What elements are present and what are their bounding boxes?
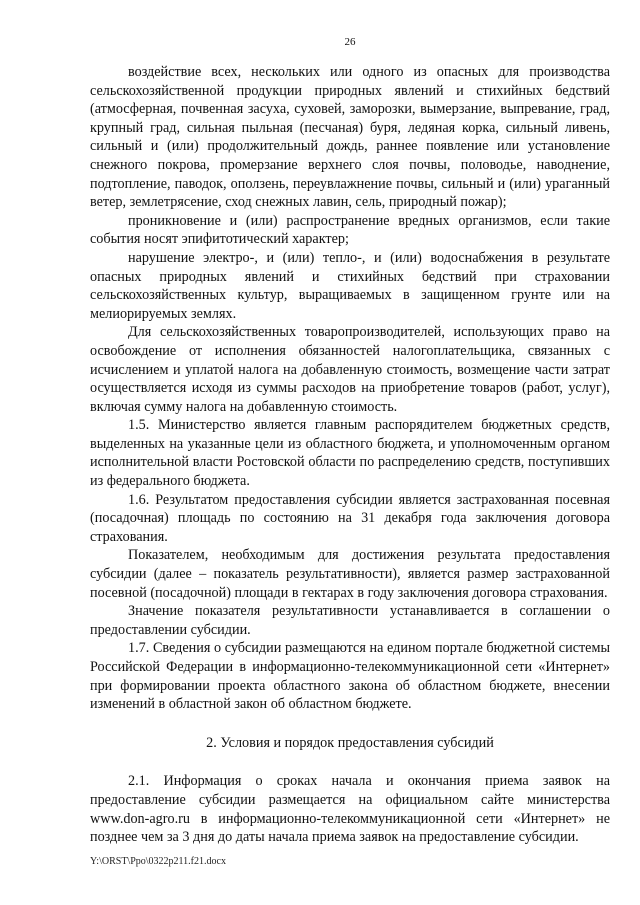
paragraph-1-6: 1.6. Результатом предоставления субсидии является застрахованная посевная (посадочная) площадь по состоянию на 31 декабря года заключения договора страхования.: [90, 491, 610, 545]
document-page: [90, 36, 610, 847]
page-number: 26: [344, 36, 356, 48]
paragraph-hazards: воздействие всех, нескольких или одного из опасных для производства сельскохозяйственной продукции природных явлений и стихийных бедствий (атмосферная, почвенная засуха, суховей, заморозки, вымерзание, выпревание, град, крупный град, сильная пыльная (песчаная) буря, ледяная корка, сильный ливень, сильный и (или) продолжительный дождь, раннее появление или установление снежного покрова, промерзание верхнего слоя почвы, половодье, наводнение, подтопление, паводок, оползень, переувлажнение почвы, сильный и (или) ураганный ветер, землетрясение, сход снежных лавин, сель, природный пожар);: [90, 64, 610, 211]
paragraph-indicator-value: Значение показателя результативности устанавливается в соглашении о предоставлении субсидии.: [90, 603, 610, 638]
paragraph-pests: проникновение и (или) распространение вредных организмов, если такие события носят эпифитотический характер;: [90, 212, 610, 248]
section-title: 2. Условия и порядок предоставления субсидий: [206, 734, 494, 751]
paragraph-indicator: Показателем, необходимым для достижения результата предоставления субсидии (далее – показатель результативности), является размер застрахованной посевной (посадочной) площади в гектарах в году заключения договора страхования.: [90, 547, 610, 601]
paragraph-2-1: 2.1. Информация о сроках начала и окончания приема заявок на предоставление субсидии размещается на официальном сайте министерства www.don-agro.ru в информационно-телекоммуникационной сети «Интернет» не позднее чем за 3 дня до даты начала приема заявок на предоставление субсидии.: [90, 773, 610, 846]
footer-file-path: Y:\ORST\Ppo\0322p211.f21.docx: [90, 856, 226, 867]
paragraph-vat: Для сельскохозяйственных товаропроизводителей, использующих право на освобождение от исполнения обязанностей налогоплательщика, связанных с исчислением и уплатой налога на добавленную стоимость, возмещение части затрат осуществляется исходя из суммы расходов на приобретение товаров (работ, услуг), включая сумму налога на добавленную стоимость.: [90, 324, 610, 415]
paragraph-1-7: 1.7. Сведения о субсидии размещаются на едином портале бюджетной системы Российской Федерации в информационно-телекоммуникационной сети «Интернет» при формировании проекта областного закона об областном бюджете, внесении изменений в областной закон об областном бюджете.: [90, 640, 610, 713]
paragraph-utilities: нарушение электро-, и (или) тепло-, и (или) водоснабжения в результате опасных природных явлений и стихийных бедствий при страховании сельскохозяйственных культур, выращиваемых в защищенном грунте или на мелиорируемых землях.: [90, 249, 610, 322]
paragraph-1-5: 1.5. Министерство является главным распорядителем бюджетных средств, выделенных на указанные цели из областного бюджета, и уполномоченным органом исполнительной власти Ростовской области по распределению средств, поступивших из федерального бюджета.: [90, 417, 610, 490]
